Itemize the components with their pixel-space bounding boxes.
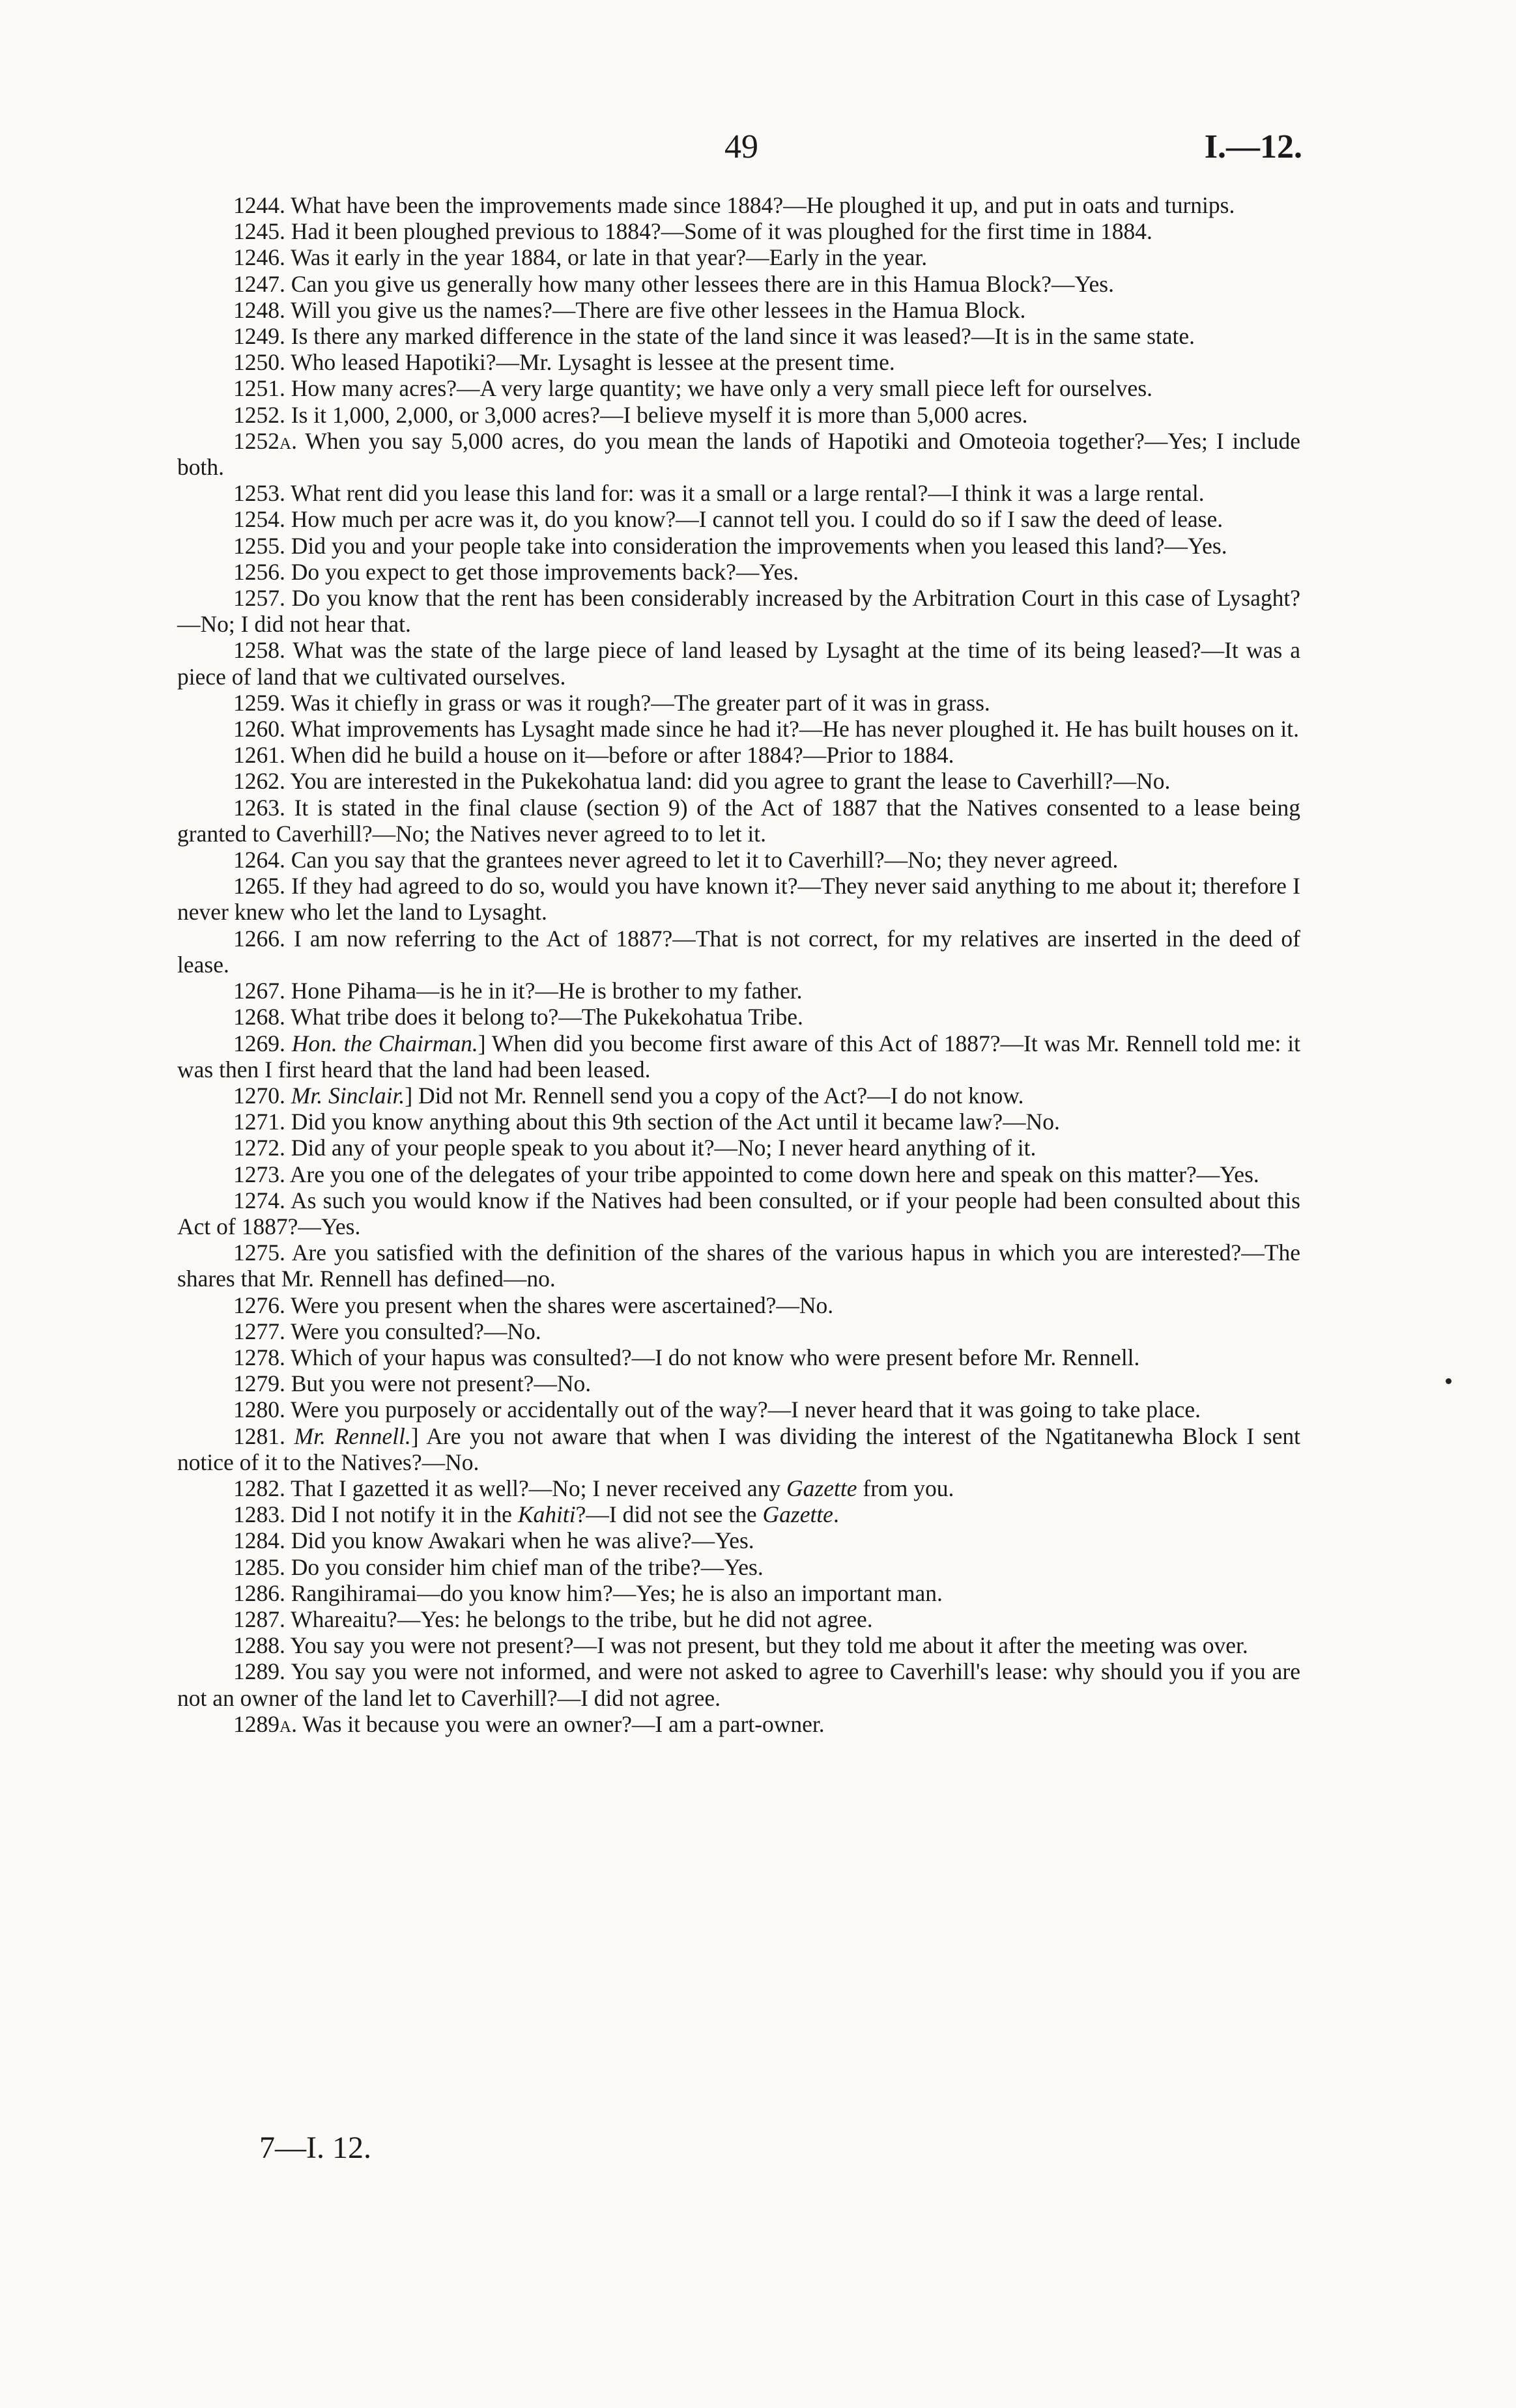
evidence-paragraph: 1257. Do you know that the rent has been considerably increased by the Arbitration Court in this case of Lysaght?—No; I did not hear that.	[177, 585, 1300, 638]
printer-signature: 7—I. 12.	[259, 2131, 371, 2165]
evidence-paragraph: 1252. Is it 1,000, 2,000, or 3,000 acres?—I believe myself it is more than 5,000 acres.	[233, 401, 1028, 428]
evidence-paragraph: 1273. Are you one of the delegates of your tribe appointed to come down here and speak on this matter?—Yes.	[233, 1161, 1259, 1187]
evidence-paragraph: 1253. What rent did you lease this land for: was it a small or a large rental?—I think it was a large rental.	[233, 480, 1205, 507]
evidence-paragraph: 1268. What tribe does it belong to?—The Pukekohatua Tribe.	[233, 1004, 803, 1030]
evidence-paragraph: 1280. Were you purposely or accidentally out of the way?—I never heard that it was going to take place.	[233, 1396, 1201, 1423]
evidence-paragraph: 1260. What improvements has Lysaght made since he had it?—He has never ploughed it. He has built houses on it.	[233, 716, 1299, 743]
evidence-paragraph: 1254. How much per acre was it, do you know?—I cannot tell you. I could do so if I saw the deed of lease.	[233, 506, 1223, 533]
evidence-paragraph: 1244. What have been the improvements made since 1884?—He ploughed it up, and put in oats and turnips.	[233, 192, 1235, 218]
page-header	[0, 128, 1516, 173]
evidence-paragraph: 1270. Mr. Sinclair.] Did not Mr. Rennell send you a copy of the Act?—I do not know.	[233, 1082, 1024, 1109]
evidence-paragraph: 1262. You are interested in the Pukekohatua land: did you agree to grant the lease to Caverhill?—No.	[233, 768, 1171, 795]
evidence-paragraph: 1282. That I gazetted it as well?—No; I never received any Gazette from you.	[233, 1475, 954, 1501]
evidence-paragraph: 1271. Did you know anything about this 9th section of the Act until it became law?—No.	[233, 1109, 1060, 1135]
evidence-paragraph: 1285. Do you consider him chief man of the tribe?—Yes.	[233, 1553, 764, 1580]
evidence-paragraph: 1269. Hon. the Chairman.] When did you become first aware of this Act of 1887?—It was Mr. Rennell told me: it was then I first heard that the land had been leased.	[177, 1030, 1301, 1083]
evidence-paragraph: 1255. Did you and your people take into consideration the improvements when you leased this land?—Yes.	[233, 532, 1227, 559]
evidence-paragraph: 1286. Rangihiramai—do you know him?—Yes; he is also an important man.	[233, 1579, 943, 1606]
evidence-paragraph: 1261. When did he build a house on it—before or after 1884?—Prior to 1884.	[233, 742, 954, 769]
evidence-paragraph: 1278. Which of your hapus was consulted?—I do not know who were present before Mr. Rennell.	[233, 1344, 1140, 1370]
evidence-paragraph: 1259. Was it chiefly in grass or was it rough?—The greater part of it was in grass.	[233, 689, 990, 716]
evidence-paragraph: 1284. Did you know Awakari when he was alive?—Yes.	[233, 1527, 754, 1554]
evidence-paragraph: 1267. Hone Pihama—is he in it?—He is brother to my father.	[233, 978, 803, 1004]
evidence-paragraph: 1266. I am now referring to the Act of 1887?—That is not correct, for my relatives are inserted in the deed of lease.	[177, 925, 1300, 978]
evidence-paragraph: 1277. Were you consulted?—No.	[233, 1318, 541, 1344]
evidence-paragraph: 1258. What was the state of the large piece of land leased by Lysaght at the time of its being leased?—It was a piece of land that we cultivated ourselves.	[177, 637, 1300, 690]
evidence-paragraph: 1252a. When you say 5,000 acres, do you mean the lands of Hapotiki and Omoteoia together?—Yes; I include both.	[177, 427, 1300, 481]
margin-mark	[1446, 1378, 1452, 1384]
evidence-paragraph: 1248. Will you give us the names?—There are five other lessees in the Hamua Block.	[233, 296, 1026, 323]
evidence-paragraph: 1245. Had it been ploughed previous to 1884?—Some of it was ploughed for the first time in 1884.	[233, 218, 1152, 245]
evidence-paragraph: 1264. Can you say that the grantees never agreed to let it to Caverhill?—No; they never agreed.	[233, 847, 1119, 873]
evidence-paragraph: 1287. Whareaitu?—Yes: he belongs to the tribe, but he did not agree.	[233, 1606, 873, 1632]
evidence-paragraph: 1289. You say you were not informed, and were not asked to agree to Caverhill's lease: why should you if you are not an owner of the land let to Caverhill?—I did not agree.	[177, 1658, 1300, 1711]
page-number: 49	[724, 128, 758, 165]
evidence-paragraph: 1289a. Was it because you were an owner?—I am a part-owner.	[233, 1710, 825, 1737]
evidence-paragraph: 1249. Is there any marked difference in the state of the land since it was leased?—It is in the same state.	[233, 323, 1195, 350]
evidence-text	[177, 192, 1300, 1737]
evidence-paragraph: 1275. Are you satisfied with the definition of the shares of the various hapus in which you are interested?—The shares that Mr. Rennell has defined—no.	[177, 1239, 1300, 1292]
evidence-paragraph: 1246. Was it early in the year 1884, or late in that year?—Early in the year.	[233, 244, 928, 271]
evidence-paragraph: 1263. It is stated in the final clause (section 9) of the Act of 1887 that the Natives consented to a lease being granted to Caverhill?—No; the Natives never agreed to to let it.	[177, 794, 1300, 847]
evidence-paragraph: 1281. Mr. Rennell.] Are you not aware that when I was dividing the interest of the Ngatitanewha Block I sent notice of it to the Natives?—No.	[177, 1423, 1300, 1475]
evidence-paragraph: 1256. Do you expect to get those improvements back?—Yes.	[233, 558, 799, 585]
document-reference: I.—12.	[1204, 128, 1302, 165]
evidence-paragraph: 1279. But you were not present?—No.	[233, 1370, 592, 1397]
evidence-paragraph: 1288. You say you were not present?—I was not present, but they told me about it after the meeting was over.	[233, 1632, 1248, 1659]
evidence-paragraph: 1247. Can you give us generally how many other lessees there are in this Hamua Block?—Yes.	[233, 270, 1114, 297]
evidence-paragraph: 1283. Did I not notify it in the Kahiti?—I did not see the Gazette.	[233, 1501, 839, 1528]
evidence-paragraph: 1251. How many acres?—A very large quantity; we have only a very small piece left for ourselves.	[233, 375, 1153, 402]
evidence-paragraph: 1272. Did any of your people speak to you about it?—No; I never heard anything of it.	[233, 1135, 1037, 1161]
evidence-paragraph: 1274. As such you would know if the Natives had been consulted, or if your people had been consulted about this Act of 1887?—Yes.	[177, 1187, 1300, 1239]
evidence-paragraph: 1250. Who leased Hapotiki?—Mr. Lysaght is lessee at the present time.	[233, 349, 895, 376]
evidence-paragraph: 1276. Were you present when the shares were ascertained?—No.	[233, 1292, 834, 1318]
evidence-paragraph: 1265. If they had agreed to do so, would you have known it?—They never said anything to me about it; therefore I never knew who let the land to Lysaght.	[177, 873, 1300, 926]
